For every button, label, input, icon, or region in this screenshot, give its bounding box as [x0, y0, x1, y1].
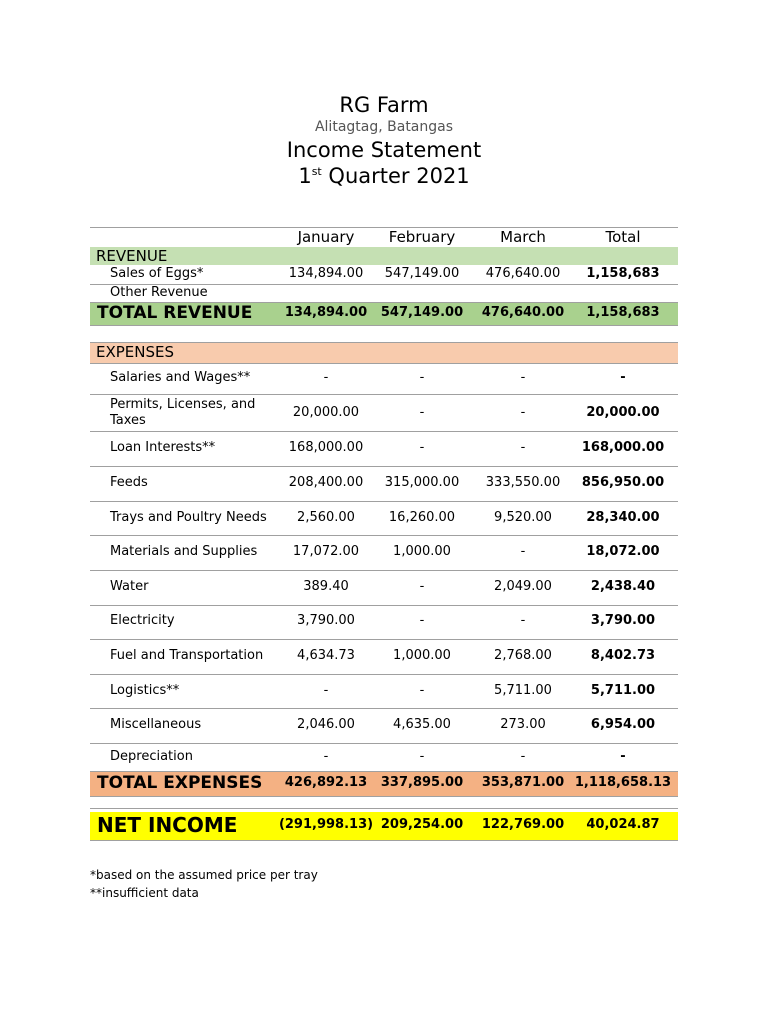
row-value-feb: - — [419, 579, 425, 594]
total-revenue-total: 1,158,683 — [586, 305, 660, 320]
row-label: Depreciation — [110, 749, 193, 764]
row-value-mar: - — [520, 613, 526, 628]
row-divider — [90, 466, 678, 467]
total-revenue-feb: 547,149.00 — [380, 305, 464, 320]
row-value-mar: - — [520, 749, 526, 764]
net-income-feb: 209,254.00 — [380, 817, 464, 832]
row-value-feb: 1,000.00 — [393, 544, 451, 559]
row-value-jan: 2,046.00 — [297, 717, 355, 732]
row-value-jan: 2,560.00 — [297, 510, 355, 525]
row-value-feb: - — [419, 749, 425, 764]
revenue-section-header — [90, 247, 678, 265]
row-divider — [90, 394, 678, 395]
total-revenue-label: TOTAL REVENUE — [97, 303, 253, 323]
footnote-insufficient-data: **insufficient data — [90, 886, 199, 900]
row-divider — [90, 535, 678, 536]
row-value-total: 856,950.00 — [581, 475, 665, 490]
row-value-feb: - — [419, 613, 425, 628]
row-divider — [90, 431, 678, 432]
row-value-feb: 4,635.00 — [393, 717, 451, 732]
row-label: Miscellaneous — [110, 717, 202, 732]
row-value-total: 6,954.00 — [590, 717, 656, 732]
row-value-mar: 273.00 — [500, 717, 546, 732]
row-label: Permits, Licenses, and — [110, 397, 256, 412]
row-value-total: - — [620, 370, 626, 385]
net-income-total: 40,024.87 — [586, 817, 660, 832]
total-expenses-feb: 337,895.00 — [380, 775, 464, 790]
row-value-total: 168,000.00 — [581, 440, 665, 455]
row-value-total: 5,711.00 — [590, 683, 656, 698]
row-label: Materials and Supplies — [110, 544, 258, 559]
row-label: Fuel and Transportation — [110, 648, 264, 663]
net-income-label: NET INCOME — [97, 813, 238, 837]
farm-name: RG Farm — [339, 93, 429, 117]
row-divider — [90, 501, 678, 502]
row-value-mar: 9,520.00 — [494, 510, 552, 525]
row-value-mar: 5,711.00 — [494, 683, 552, 698]
row-label: Loan Interests** — [110, 440, 216, 455]
row-value-total: - — [620, 749, 626, 764]
row-value-jan: - — [323, 749, 329, 764]
row-value-feb: - — [419, 405, 425, 420]
row-value-feb: - — [419, 370, 425, 385]
column-header-january: January — [297, 228, 355, 246]
row-value-total: 20,000.00 — [586, 405, 660, 420]
row-label: Feeds — [110, 475, 148, 490]
row-label: Electricity — [110, 613, 175, 628]
total-expenses-mar: 353,871.00 — [481, 775, 565, 790]
row-divider — [90, 743, 678, 744]
revenue-label: REVENUE — [96, 247, 168, 265]
row-value-total: 28,340.00 — [586, 510, 660, 525]
row-value-jan: 4,634.73 — [297, 648, 355, 663]
column-header-february: February — [388, 228, 456, 246]
expenses-label: EXPENSES — [96, 343, 175, 361]
farm-location: Alitagtag, Batangas — [314, 119, 454, 135]
document-title: Income Statement — [286, 138, 482, 162]
row-value-total: 2,438.40 — [590, 579, 656, 594]
row-value-mar: - — [520, 440, 526, 455]
total-revenue-jan: 134,894.00 — [284, 305, 368, 320]
row-value-jan: 134,894.00 — [288, 266, 364, 281]
period-title — [0, 164, 768, 188]
net-income-jan: (291,998.13) — [278, 817, 374, 832]
row-value-total: 3,790.00 — [590, 613, 656, 628]
expenses-section-header — [90, 342, 678, 364]
row-value-total: 18,072.00 — [586, 544, 660, 559]
row-label: Water — [110, 579, 149, 594]
row-divider — [90, 639, 678, 640]
row-label: Salaries and Wages** — [110, 370, 251, 385]
total-revenue-mar: 476,640.00 — [481, 305, 565, 320]
row-value-mar: 333,550.00 — [485, 475, 561, 490]
row-value-feb: - — [419, 440, 425, 455]
total-expenses-total: 1,118,658.13 — [574, 775, 672, 790]
row-value-mar: 476,640.00 — [485, 266, 561, 281]
row-value-feb: 1,000.00 — [393, 648, 451, 663]
row-value-feb: 315,000.00 — [384, 475, 460, 490]
row-value-total: 8,402.73 — [590, 648, 656, 663]
row-value-jan: - — [323, 370, 329, 385]
row-divider — [90, 708, 678, 709]
net-income-top-border — [90, 808, 678, 809]
quarter-suffix: st — [311, 165, 322, 178]
row-value-mar: - — [520, 544, 526, 559]
row-value-jan: 389.40 — [303, 579, 349, 594]
row-label: Sales of Eggs* — [110, 266, 204, 281]
row-value-jan: 3,790.00 — [297, 613, 355, 628]
net-income-mar: 122,769.00 — [481, 817, 565, 832]
row-divider — [90, 605, 678, 606]
row-label: Logistics** — [110, 683, 180, 698]
row-value-jan: 17,072.00 — [292, 544, 360, 559]
row-value-jan: 20,000.00 — [292, 405, 360, 420]
total-expenses-jan: 426,892.13 — [284, 775, 368, 790]
row-label-line2: Taxes — [110, 413, 146, 428]
row-value-feb: - — [419, 683, 425, 698]
row-label: Trays and Poultry Needs — [110, 510, 267, 525]
row-value-mar: 2,049.00 — [494, 579, 552, 594]
row-divider — [90, 674, 678, 675]
footnote-price-assumption: *based on the assumed price per tray — [90, 868, 318, 882]
quarter-label: Quarter 2021 — [328, 164, 470, 188]
row-value-jan: 168,000.00 — [288, 440, 364, 455]
row-value-total: 1,158,683 — [586, 266, 660, 281]
row-divider — [90, 570, 678, 571]
column-header-total: Total — [605, 228, 641, 246]
row-value-jan: - — [323, 683, 329, 698]
column-header-march: March — [500, 228, 546, 246]
row-value-feb: 547,149.00 — [384, 266, 460, 281]
row-value-feb: 16,260.00 — [388, 510, 456, 525]
row-value-mar: 2,768.00 — [494, 648, 552, 663]
row-value-mar: - — [520, 370, 526, 385]
row-value-mar: - — [520, 405, 526, 420]
quarter-number: 1 — [298, 164, 312, 188]
row-label: Other Revenue — [110, 285, 208, 300]
row-value-jan: 208,400.00 — [288, 475, 364, 490]
total-expenses-label: TOTAL EXPENSES — [97, 773, 263, 793]
